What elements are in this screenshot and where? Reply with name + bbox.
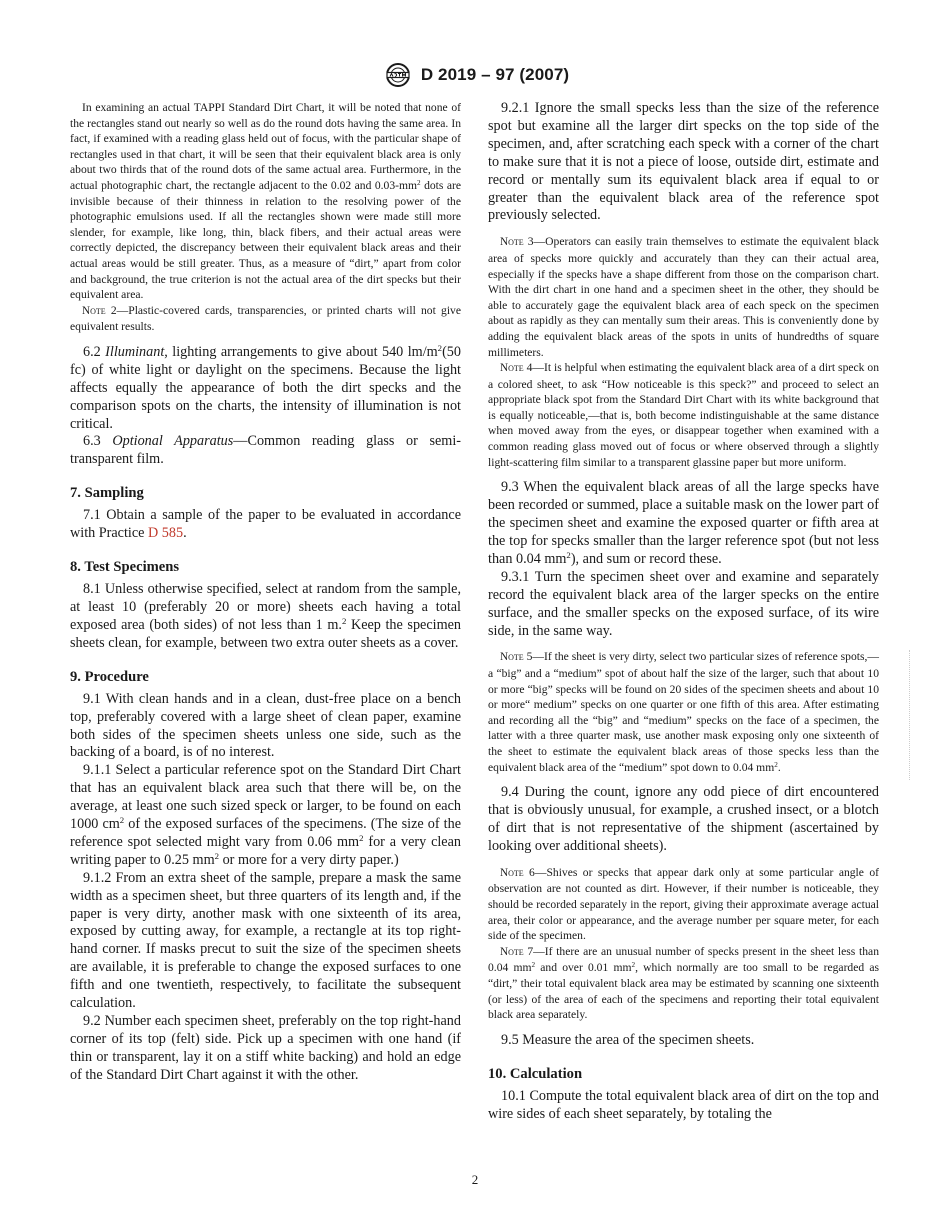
section-9-3-1: 9.3.1 Turn the specimen sheet over and examine and separately record the equivalent black area of the larger specks on the entire surface, and the smaller specks on the exposed surface, of its wire side, in the same way.	[488, 568, 879, 639]
section-9-5: 9.5 Measure the area of the specimen sheets.	[501, 1031, 755, 1048]
section-10-1: 10.1 Compute the total equivalent black area of dirt on the top and wire sides of each sheet separately, by totaling the	[488, 1087, 879, 1122]
page-number: 2	[471, 1172, 479, 1187]
section-9-2-1: 9.2.1 Ignore the small specks less than the size of the reference spot but examine all the larger dirt specks on the top side of the specimen, and, after scratching each speck with a corner of the chart to make sure that it is not a piece of loose, outside dirt, estimate and record or mentally sum its equivalent black area if equal to or greater than the equivalent black area of the reference spot previously selected.	[488, 100, 879, 224]
section-9-3: 9.3 When the equivalent black areas of all the large specks have been recorded or summed, place a suitable mask on the lower part of the specimen sheet and examine the exposed quarter or fifth area at the top for specks smaller than the larger reference spot (but not less than 0.04 $mm^2$), and sum or record these.	[488, 479, 879, 567]
left-column	[70, 100, 461, 1085]
section-6-2: 6.2 Illuminant, lighting arrangements to give about 540 $lm/m^2(50$ fc) of white light or daylight on the specimens. Because the light affects equally the appearance of both the dirt specks and the comparison spots on the charts, the intensity of illumination is not critical.	[70, 343, 461, 432]
heading-sampling: 7. Sampling	[70, 485, 144, 502]
note-5: Note 5—If the sheet is very dirty, select two particular sizes of reference spots,—a “big” and a “medium” spot of about half the size of the larger, such that about 10 or more “big” specks will be found on 20 sides of the specimen sheets and about 10 or more“ medium” specks on one quarter or one fifth of this area. After estimating and recording all the “big” and “medium” specks on the face of a specimen, the latter with a three quarter mask, use another mask exposing only one sixteenth of the sheet to estimate the equivalent black areas of those specks less than the equivalent black area of the “medium” spot down to 0.04 $mm^2$.	[488, 650, 879, 774]
note-7: Note 7—If there are an unusual number of specks present in the sheet less than 0.04 $mm^2$ and over 0.01 $mm^2$, which normally are too small to be regarded as “dirt,” their total equivalent black area may be estimated by scanning one sixteenth (or less) of the area of each of the specimens and reporting their total equivalent black area separately.	[488, 944, 879, 1022]
section-9-2: 9.2 Number each specimen sheet, preferably on the top right-hand corner of its top (felt) side. Pick up a specimen with one hand (if thin or transparent, lay it on a stiff white backing) and hold an edge of the Standard Dirt Chart against it with the other.	[70, 1013, 461, 1083]
section-6-3: 6.3 Optional Apparatus—Common reading glass or semi-transparent film.	[70, 433, 462, 468]
note-3: Note 3—Operators can easily train themselves to estimate the equivalent black area of specks more quickly and accurately than they can their actual area, especially if the specks have a shape different from those on the comparison chart. With the dirt chart in one hand and a specimen sheet in the other, they should be able to accurately gage the equivalent black area of each speck on the specimen about as rapidly as they can mentally sum their areas. This is conveniently done by adding the equivalent black areas of the spots in units of hundredths of square millimeters.	[488, 235, 879, 359]
heading-calculation: 10. Calculation	[488, 1065, 583, 1082]
heading-procedure: 9. Procedure	[70, 668, 149, 685]
right-column	[488, 100, 879, 1123]
section-9-4: 9.4 During the count, ignore any odd piece of dirt encountered that is obviously unusual, for example, a crushed insect, or a blotch of dirt that is not representative of the shipment (ascertained by looking over additional sheets).	[488, 784, 879, 854]
section-9-1: 9.1 With clean hands and in a clean, dust-free place on a bench top, preferably covered with a large sheet of clean paper, examine both sides of the specimen sheets unless one side, such as the backing of a board, is of no interest.	[70, 690, 461, 761]
section-9-1-1: 9.1.1 Select a particular reference spot on the Standard Dirt Chart that has an equivalent black area such that there will be, on the average, at least one such sized speck or larger, to be found on each 1000 $cm^2$ of the exposed surfaces of the specimens. (The size of the reference spot selected might vary from 0.06 $mm^2$ for a very clean writing paper to 0.25 $mm^2$ or more for a very dirty paper.)	[70, 762, 461, 868]
astm-logo-icon	[381, 62, 415, 88]
margin-watermark	[909, 650, 912, 780]
section-7-1: 7.1 Obtain a sample of the paper to be evaluated in accordance with Practice D 585.	[70, 507, 461, 542]
note-2: Note 2—Plastic-covered cards, transparencies, or printed charts will not give equivalent results.	[70, 303, 461, 334]
standard-designation: D 2019 – 97 (2007)	[420, 65, 570, 84]
note-6: Note 6—Shives or specks that appear dark only at some particular angle of observation are not counted as dirt. However, if their number is noticeable, they should be recorded separately in the report, giving their approximate average actual area, their color or appearance, and the average number per square meter, for each side of the specimen.	[488, 865, 879, 943]
page-header	[0, 62, 950, 88]
note-4: Note 4—It is helpful when estimating the equivalent black area of a dirt speck on a colored sheet, to ask “How noticeable is this speck?” and proceed to select an appropriate black spot from the Standard Dirt Chart with its white background that is equally noticeable,—that is, both become indistinguishable at the same distance when moved away from the eyes, or disappear together when examined with a common reading glass moved out of focus or where observed through a slightly light-scattering film similar to a transparent glassine paper but more uniform.	[488, 361, 879, 469]
intro-paragraph: In examining an actual TAPPI Standard Dirt Chart, it will be noted that none of the rectangles stand out nearly so well as do the round dots having the same area. In fact, if examined with a reading glass held out of focus, with the particular shape of rectangles used in that chart, it will be seen that their equivalent black area is only about two thirds that of the round dots of the same actual area. Furthermore, in the actual photographic chart, the rectangle adjacent to the 0.02 and $0.03-mm^2$ dots are invisible because of their thinness in relation to the resolving power of the photographic emulsions used. If all the rectangles shown were made still more slender, for example, like long, thin, black fibers, and their actual areas were correctly depicted, the discrepancy between their equivalent black areas and their actual areas would be still greater. Thus, as a measure of “dirt,” apart from color and background, the true criterion is not the actual area of the dirt specks but their equivalent area.	[70, 101, 461, 302]
practice-d585-link[interactable]: D 585	[148, 525, 184, 542]
section-8-1: 8.1 Unless otherwise specified, select at random from the sample, at least 10 (preferably 20 or more) sheets each having a total exposed area (both sides) of not less than 1 m.$^2$ Keep the specimen sheets clean, for example, between two extra outer sheets as a cover.	[70, 581, 461, 651]
section-9-1-2: 9.1.2 From an extra sheet of the sample, prepare a mask the same width as a specimen sheet, but three quarters of its length and, if the paper is very dirty, another mask with one sixteenth of its area, exposed by cutting away, for example, a rectangle at its top right-hand corner. If masks precut to suit the size of the specimen sheets are available, it is preferable to change the exposed surfaces to one fifth and one twentieth, respectively, to facilitate the subsequent calculation.	[70, 869, 461, 1012]
heading-test-specimens: 8. Test Specimens	[70, 559, 180, 576]
